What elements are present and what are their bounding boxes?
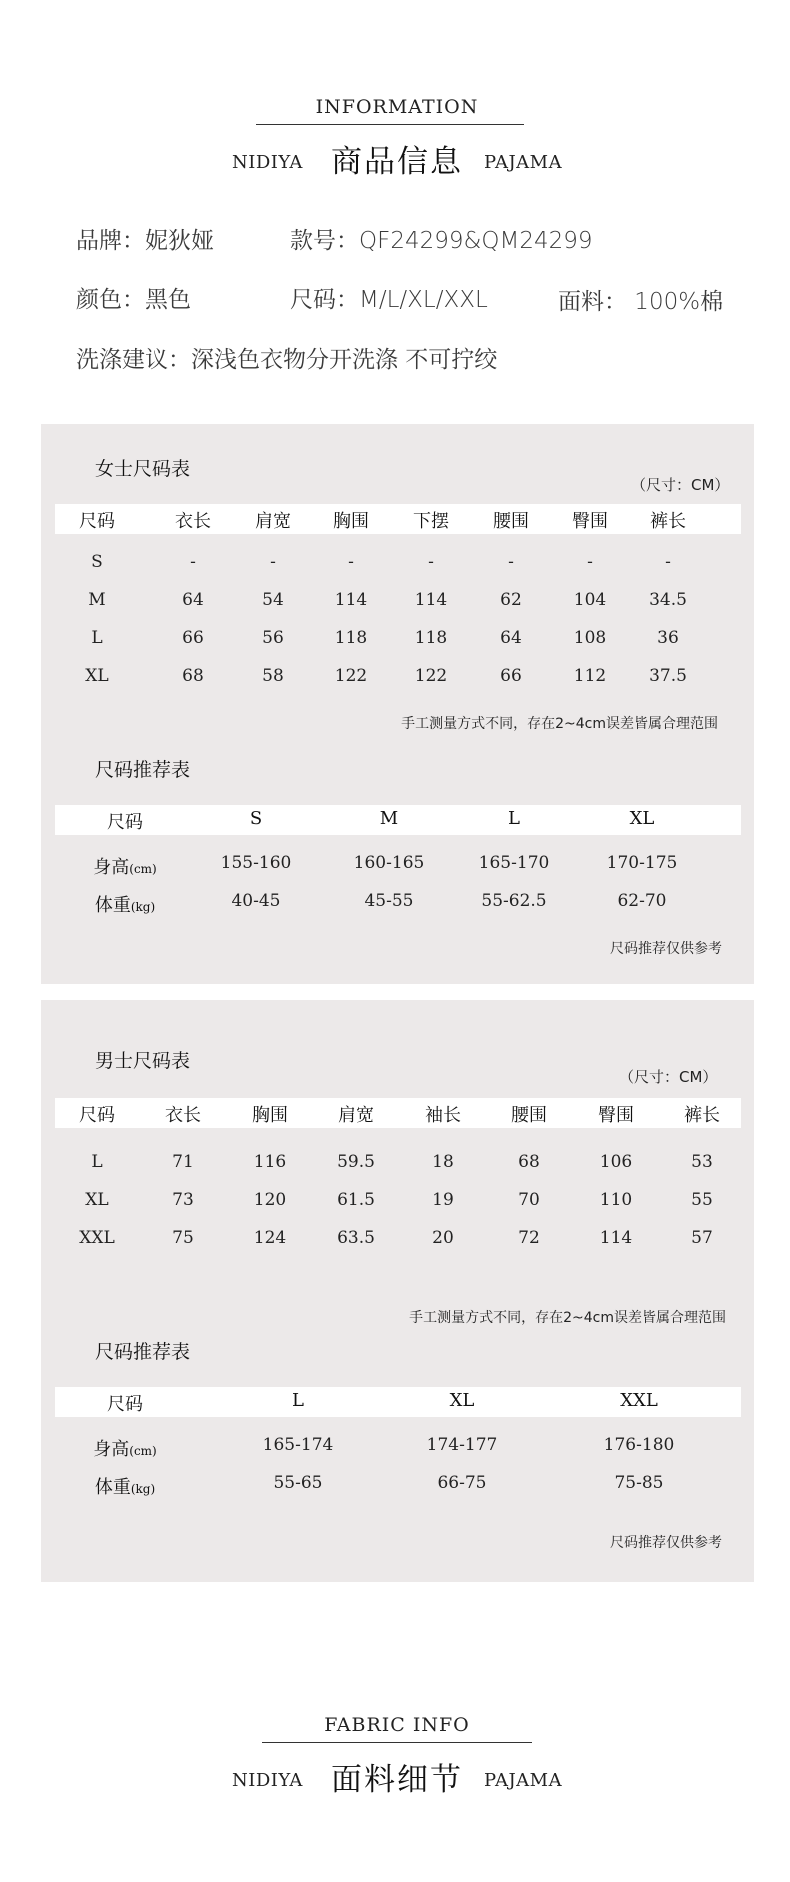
women-size-cell: - [348, 552, 354, 572]
women-header-cell: 衣长 [175, 511, 211, 532]
women-header-cell: 腰围 [493, 511, 529, 532]
women-header-cell: 臀围 [572, 511, 608, 532]
men-size-cell: 72 [518, 1228, 540, 1248]
women-size-cell: 114 [414, 590, 448, 610]
fabric-header-title: 面料细节 [331, 1762, 463, 1798]
women-rec-cell: 40-45 [231, 891, 281, 911]
women-rec-cell: 160-165 [353, 853, 425, 873]
brand-text: 品牌：妮狄娅 [76, 228, 214, 254]
women-rec-row-label [93, 853, 156, 879]
men-size-cell: 55 [691, 1190, 713, 1210]
fabric-header-en: FABRIC INFO [324, 1714, 470, 1736]
men-rec-label-text: 体重 [94, 1477, 131, 1498]
men-size-cell: 63.5 [337, 1228, 375, 1248]
men-header-cell: 肩宽 [338, 1105, 374, 1126]
men-size-cell: 116 [253, 1152, 287, 1172]
women-size-cell: 118 [334, 628, 368, 648]
women-header-cell: 胸围 [333, 511, 369, 532]
men-header-cell: 臀围 [598, 1105, 634, 1126]
men-header-bar [55, 1098, 741, 1128]
men-size-cell: 59.5 [337, 1152, 375, 1172]
women-header-cell: 肩宽 [255, 511, 291, 532]
women-size-cell: L [91, 628, 103, 648]
women-size-cell: 114 [334, 590, 368, 610]
men-size-cell: 106 [599, 1152, 633, 1172]
men-header-cell: 腰围 [511, 1105, 547, 1126]
women-size-cell: 122 [334, 666, 368, 686]
women-size-cell: - [587, 552, 593, 572]
men-rec-label-unit: (kg) [130, 1482, 156, 1496]
men-size-cell: 61.5 [337, 1190, 375, 1210]
men-rec-title: 尺码推荐表 [95, 1341, 191, 1363]
women-size-cell: 66 [500, 666, 522, 686]
men-rec-row-label [95, 1473, 155, 1499]
model-text: 款号：QF24299&QM24299 [290, 228, 593, 254]
info-header-left: NIDIYA [232, 152, 303, 173]
women-rec-title: 尺码推荐表 [95, 759, 191, 781]
men-size-cell: 71 [172, 1152, 194, 1172]
women-rec-header-cell: L [508, 808, 520, 829]
women-rec-cell: 45-55 [364, 891, 414, 911]
men-rec-cell: 165-174 [262, 1435, 334, 1455]
women-rec-label-unit: (cm) [129, 862, 157, 876]
women-size-cell: 104 [573, 590, 607, 610]
men-size-cell: XL [85, 1190, 109, 1210]
men-rec-header-cell: XL [449, 1390, 475, 1411]
men-rec-cell: 176-180 [603, 1435, 675, 1455]
women-size-cell: 68 [182, 666, 204, 686]
men-rec-cell: 66-75 [437, 1473, 487, 1493]
men-size-cell: XXL [79, 1228, 115, 1248]
women-size-cell: 66 [182, 628, 204, 648]
women-rec-label-text: 体重 [94, 895, 131, 916]
men-rec-row-label [93, 1435, 156, 1461]
women-size-cell: XL [85, 666, 109, 686]
men-size-cell: 18 [432, 1152, 454, 1172]
women-rec-header-cell: M [379, 808, 399, 829]
men-header-cell: 尺码 [79, 1105, 115, 1126]
men-size-cell: L [91, 1152, 103, 1172]
fabric-header-left: NIDIYA [232, 1770, 303, 1791]
women-size-cell: 112 [573, 666, 607, 686]
women-size-cell: - [428, 552, 434, 572]
men-size-cell: 120 [253, 1190, 287, 1210]
fabric-header-divider [262, 1742, 532, 1743]
women-header-cell: 尺码 [79, 511, 115, 532]
women-header-cell: 下摆 [413, 511, 449, 532]
fabric-text: 面料： 100%棉 [558, 289, 724, 315]
women-size-cell: 36 [657, 628, 679, 648]
women-rec-cell: 170-175 [606, 853, 678, 873]
info-header-en: INFORMATION [315, 96, 479, 118]
women-rec-label-unit: (kg) [130, 900, 156, 914]
men-size-cell: 57 [691, 1228, 713, 1248]
women-size-cell: 64 [182, 590, 204, 610]
size-text: 尺码：M/L/XL/XXL [290, 287, 488, 313]
women-unit-label: （尺寸：CM） [631, 476, 730, 494]
wash-text: 洗涤建议：深浅色衣物分开洗涤 不可拧绞 [76, 347, 498, 373]
men-size-cell: 124 [253, 1228, 287, 1248]
women-size-cell: 118 [414, 628, 448, 648]
women-measure-note: 手工测量方式不同，存在2~4cm误差皆属合理范围 [401, 716, 718, 732]
men-rec-note: 尺码推荐仅供参考 [610, 1535, 722, 1551]
women-size-cell: 58 [262, 666, 284, 686]
women-rec-header-cell: S [249, 808, 263, 829]
women-header-cell: 裤长 [650, 511, 686, 532]
men-size-cell: 73 [172, 1190, 194, 1210]
men-rec-header-cell: 尺码 [107, 1394, 143, 1415]
women-rec-row-label [95, 891, 155, 917]
women-header-bar [55, 504, 741, 534]
men-rec-cell: 174-177 [426, 1435, 498, 1455]
women-size-cell: - [270, 552, 276, 572]
color-text: 颜色：黑色 [76, 287, 191, 313]
men-rec-cell: 55-65 [273, 1473, 323, 1493]
info-header-divider [256, 124, 524, 125]
men-rec-label-text: 身高 [93, 1439, 130, 1460]
men-size-panel [41, 1000, 754, 1582]
women-rec-cell: 62-70 [617, 891, 667, 911]
men-size-cell: 70 [518, 1190, 540, 1210]
women-size-cell: 64 [500, 628, 522, 648]
women-rec-header-cell: XL [629, 808, 655, 829]
women-size-cell: - [665, 552, 671, 572]
men-unit-label: （尺寸：CM） [619, 1068, 718, 1086]
men-header-cell: 袖长 [425, 1105, 461, 1126]
women-size-cell: M [88, 590, 106, 610]
men-size-cell: 110 [599, 1190, 633, 1210]
men-rec-cell: 75-85 [614, 1473, 664, 1493]
women-rec-cell: 55-62.5 [481, 891, 547, 911]
women-size-cell: 62 [500, 590, 522, 610]
men-measure-note: 手工测量方式不同，存在2~4cm误差皆属合理范围 [409, 1310, 726, 1326]
women-size-cell: 122 [414, 666, 448, 686]
women-rec-label-text: 身高 [93, 857, 130, 878]
women-rec-cell: 155-160 [220, 853, 292, 873]
women-size-panel [41, 424, 754, 984]
men-header-cell: 衣长 [165, 1105, 201, 1126]
men-header-cell: 胸围 [252, 1105, 288, 1126]
men-size-title: 男士尺码表 [95, 1050, 191, 1072]
women-rec-note: 尺码推荐仅供参考 [610, 941, 722, 957]
women-size-cell: - [190, 552, 196, 572]
men-size-cell: 75 [172, 1228, 194, 1248]
fabric-header-right: PAJAMA [484, 1770, 563, 1791]
women-size-cell: 34.5 [649, 590, 687, 610]
women-size-cell: - [508, 552, 514, 572]
men-size-cell: 68 [518, 1152, 540, 1172]
women-size-cell: S [91, 552, 103, 572]
men-rec-header-cell: L [292, 1390, 304, 1411]
men-size-cell: 53 [691, 1152, 713, 1172]
men-size-cell: 19 [432, 1190, 454, 1210]
info-header-title: 商品信息 [331, 144, 463, 180]
men-rec-label-unit: (cm) [129, 1444, 157, 1458]
men-rec-header-cell: XXL [620, 1390, 658, 1411]
men-size-cell: 114 [599, 1228, 633, 1248]
men-size-cell: 20 [432, 1228, 454, 1248]
women-size-cell: 37.5 [649, 666, 687, 686]
women-size-cell: 108 [573, 628, 607, 648]
men-header-cell: 裤长 [684, 1105, 720, 1126]
women-rec-cell: 165-170 [478, 853, 550, 873]
women-rec-header-cell: 尺码 [107, 812, 143, 833]
women-size-cell: 56 [262, 628, 284, 648]
women-size-title: 女士尺码表 [95, 458, 191, 480]
women-size-cell: 54 [262, 590, 284, 610]
info-header-right: PAJAMA [484, 152, 563, 173]
